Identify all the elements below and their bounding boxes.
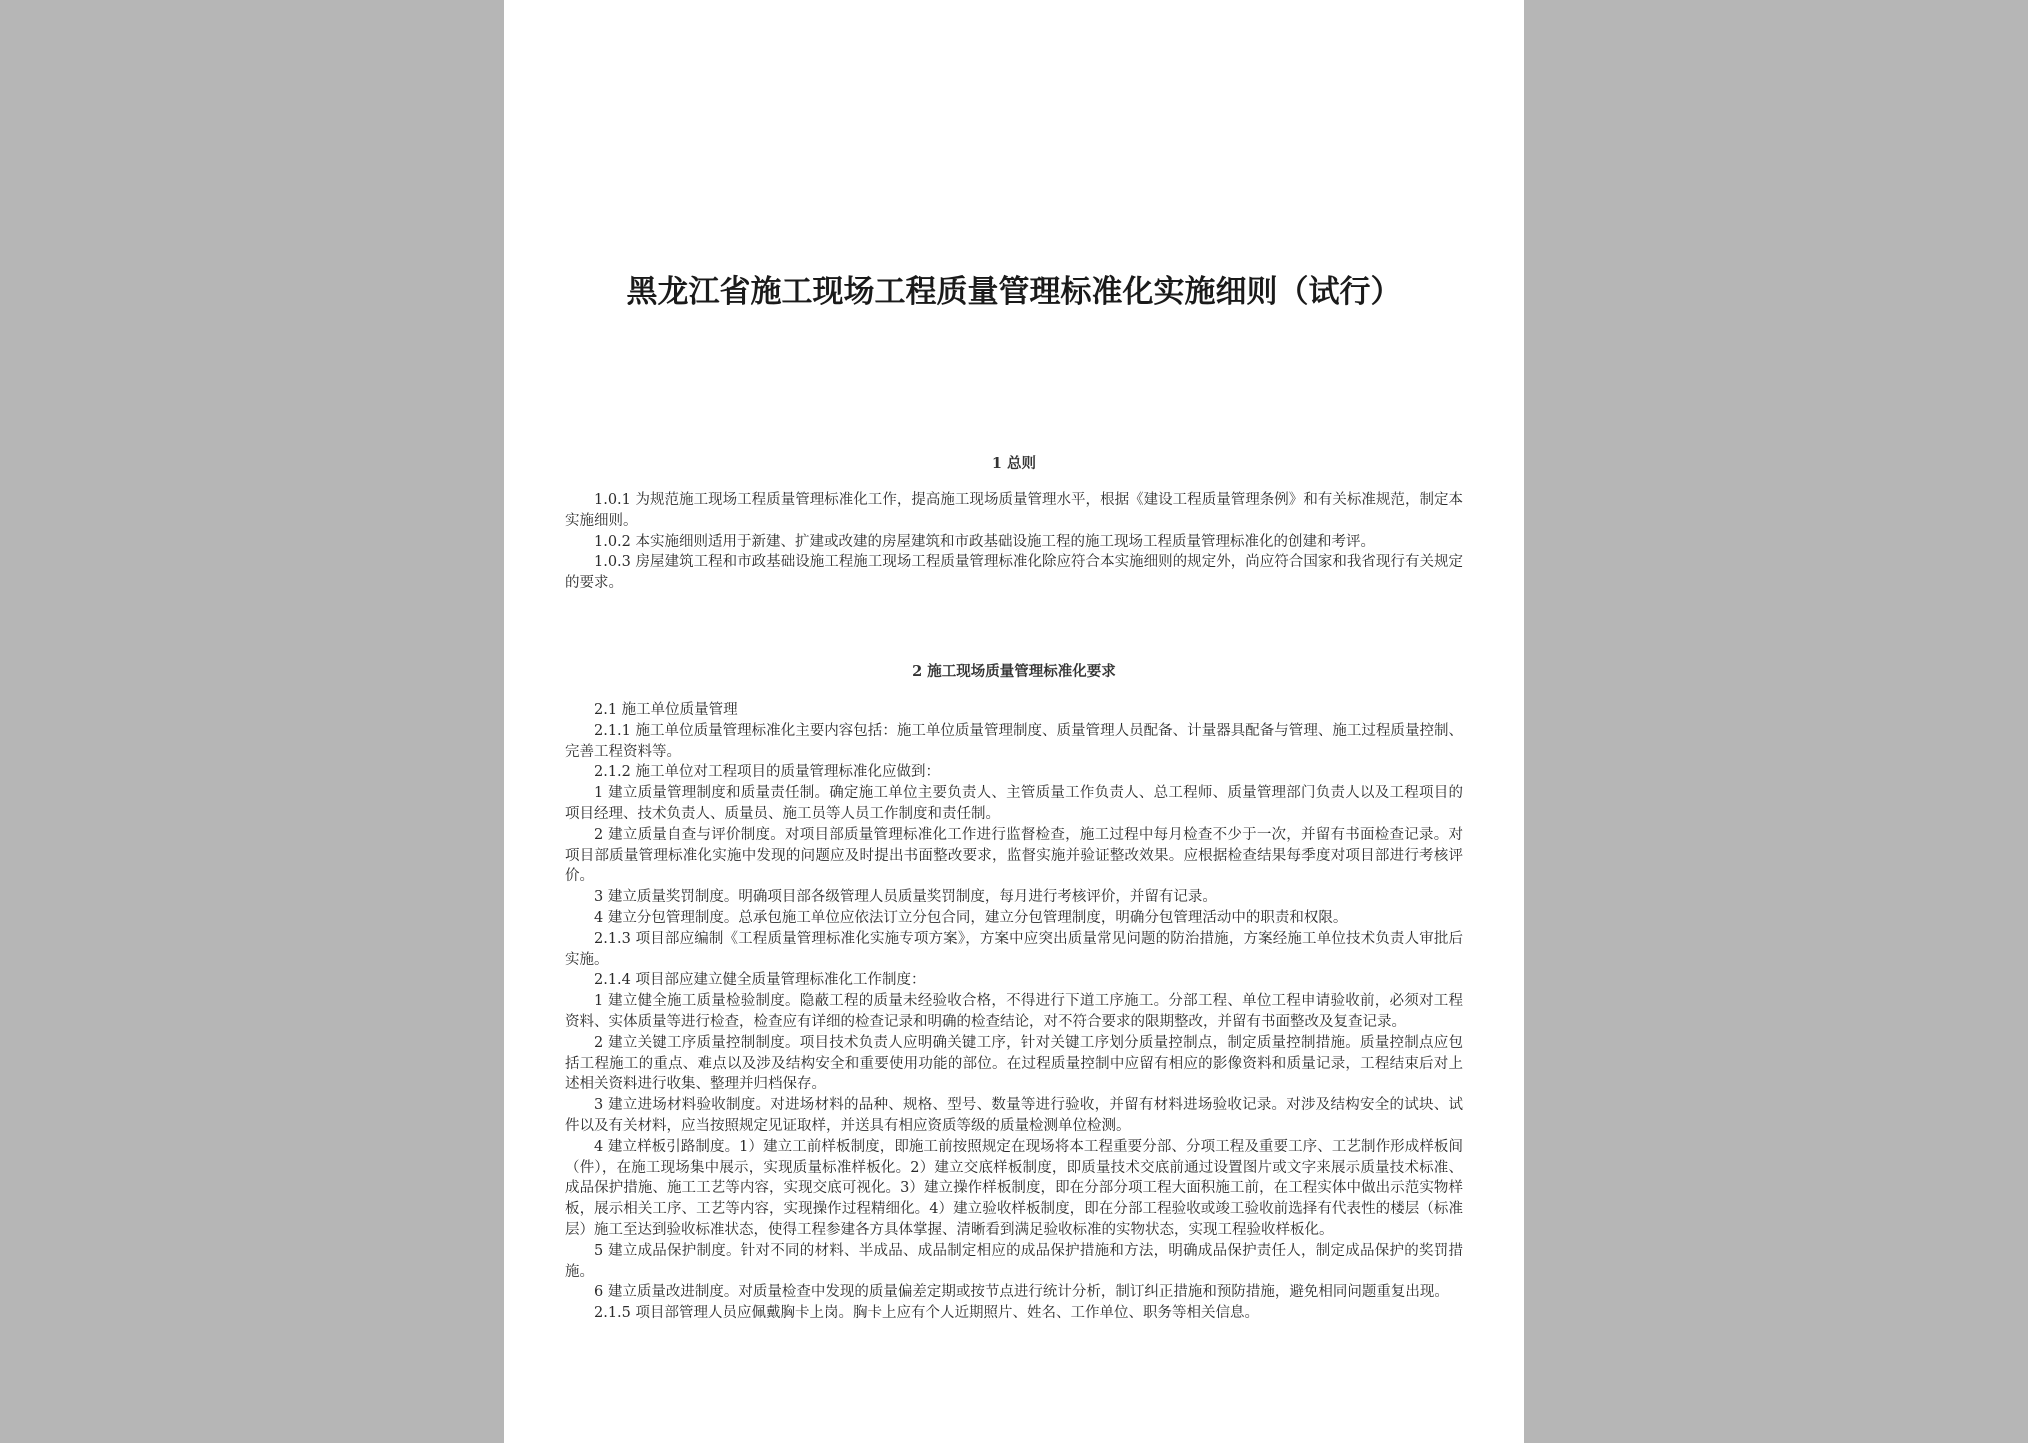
paragraph: 3 建立质量奖罚制度。明确项目部各级管理人员质量奖罚制度，每月进行考核评价，并留有记录。 xyxy=(594,889,1217,906)
section-heading-requirements: 2 施工现场质量管理标准化要求 xyxy=(912,663,1116,680)
paragraph: 4 建立分包管理制度。总承包施工单位应依法订立分包合同，建立分包管理制度，明确分包管理活动中的职责和权限。 xyxy=(594,909,1348,926)
paragraph: 2.1.2 施工单位对工程项目的质量管理标准化应做到： xyxy=(594,764,941,781)
paragraph: 5 建立成品保护制度。针对不同的材料、半成品、成品制定相应的成品保护措施和方法，明确成品保护责任人，制定成品保护的奖罚措施。 xyxy=(565,1242,1463,1280)
paragraph: 2 建立关键工序质量控制制度。项目技术负责人应明确关键工序，针对关键工序划分质量控制点，制定质量控制措施。质量控制点应包括工程施工的重点、难点以及涉及结构安全和重要使用功能的部位。在过程质量控制中应留有相应的影像资料和质量记录，工程结束后对上述相关资料进行收集、整理并归档保存。 xyxy=(565,1034,1463,1093)
paragraph: 1 建立质量管理制度和质量责任制。确定施工单位主要负责人、主管质量工作负责人、总工程师、质量管理部门负责人以及工程项目的项目经理、技术负责人、质量员、施工员等人员工作制度和责任制。 xyxy=(565,785,1463,822)
section-body-requirements xyxy=(565,700,1463,1324)
paragraph: 3 建立进场材料验收制度。对进场材料的品种、规格、型号、数量等进行验收，并留有材料进场验收记录。对涉及结构安全的试块、试件以及有关材料，应当按照规定见证取样，并送具有相应资质等级的质量检测单位检测。 xyxy=(565,1097,1463,1134)
paragraph: 1.0.3 房屋建筑工程和市政基础设施工程施工现场工程质量管理标准化除应符合本实施细则的规定外，尚应符合国家和我省现行有关规定的要求。 xyxy=(565,554,1463,592)
paragraph: 1.0.2 本实施细则适用于新建、扩建或改建的房屋建筑和市政基础设施工程的施工现场工程质量管理标准化的创建和考评。 xyxy=(594,533,1375,550)
paragraph: 1.0.1 为规范施工现场工程质量管理标准化工作，提高施工现场质量管理水平，根据《建设工程质量管理条例》和有关标准规范，制定本实施细则。 xyxy=(565,492,1463,529)
section-heading-general: 1 总则 xyxy=(991,455,1037,472)
paragraph: 2 建立质量自查与评价制度。对项目部质量管理标准化工作进行监督检查，施工过程中每月检查不少于一次，并留有书面检查记录。对项目部质量管理标准化实施中发现的问题应及时提出书面整改要求，监督实施并验证整改效果。应根据检查结果每季度对项目部进行考核评价。 xyxy=(565,826,1463,885)
paragraph: 4 建立样板引路制度。1）建立工前样板制度，即施工前按照规定在现场将本工程重要分部、分项工程及重要工序、工艺制作形成样板间（件），在施工现场集中展示，实现质量标准样板化。2）建立交底样板制度，即质量技术交底前通过设置图片或文字来展示质量技术标准、成品保护措施、施工工艺等内容，实现交底可视化。3）建立操作样板制度，即在分部分项工程大面积施工前，在工程实体中做出示范实物样板，展示相关工序、工艺等内容，实现操作过程精细化。4）建立验收样板制度，即在分部工程验收或竣工验收前选择有代表性的楼层（标准层）施工至达到验收标准状态，使得工程参建各方具体掌握、清晰看到满足验收标准的实物状态，实现工程验收样板化。 xyxy=(565,1138,1463,1238)
section-body-general xyxy=(565,490,1463,594)
paragraph: 2.1.1 施工单位质量管理标准化主要内容包括：施工单位质量管理制度、质量管理人员配备、计量器具配备与管理、施工过程质量控制、完善工程资料等。 xyxy=(565,722,1463,760)
document-page xyxy=(504,0,1524,1443)
paragraph: 2.1.3 项目部应编制《工程质量管理标准化实施专项方案》，方案中应突出质量常见问题的防治措施，方案经施工单位技术负责人审批后实施。 xyxy=(565,930,1463,968)
paragraph: 2.1 施工单位质量管理 xyxy=(594,702,738,718)
paragraph: 2.1.5 项目部管理人员应佩戴胸卡上岗。胸卡上应有个人近期照片、姓名、工作单位、职务等相关信息。 xyxy=(594,1305,1259,1322)
paragraph: 2.1.4 项目部应建立健全质量管理标准化工作制度： xyxy=(594,972,926,989)
document-title: 黑龙江省施工现场工程质量管理标准化实施细则（试行） xyxy=(626,274,1402,310)
paragraph: 6 建立质量改进制度。对质量检查中发现的质量偏差定期或按节点进行统计分析，制订纠正措施和预防措施，避免相同问题重复出现。 xyxy=(594,1284,1449,1301)
paragraph: 1 建立健全施工质量检验制度。隐蔽工程的质量未经验收合格，不得进行下道工序施工。分部工程、单位工程申请验收前，必须对工程资料、实体质量等进行检查，检查应有详细的检查记录和明确的检查结论，对不符合要求的限期整改，并留有书面整改及复查记录。 xyxy=(565,993,1463,1030)
